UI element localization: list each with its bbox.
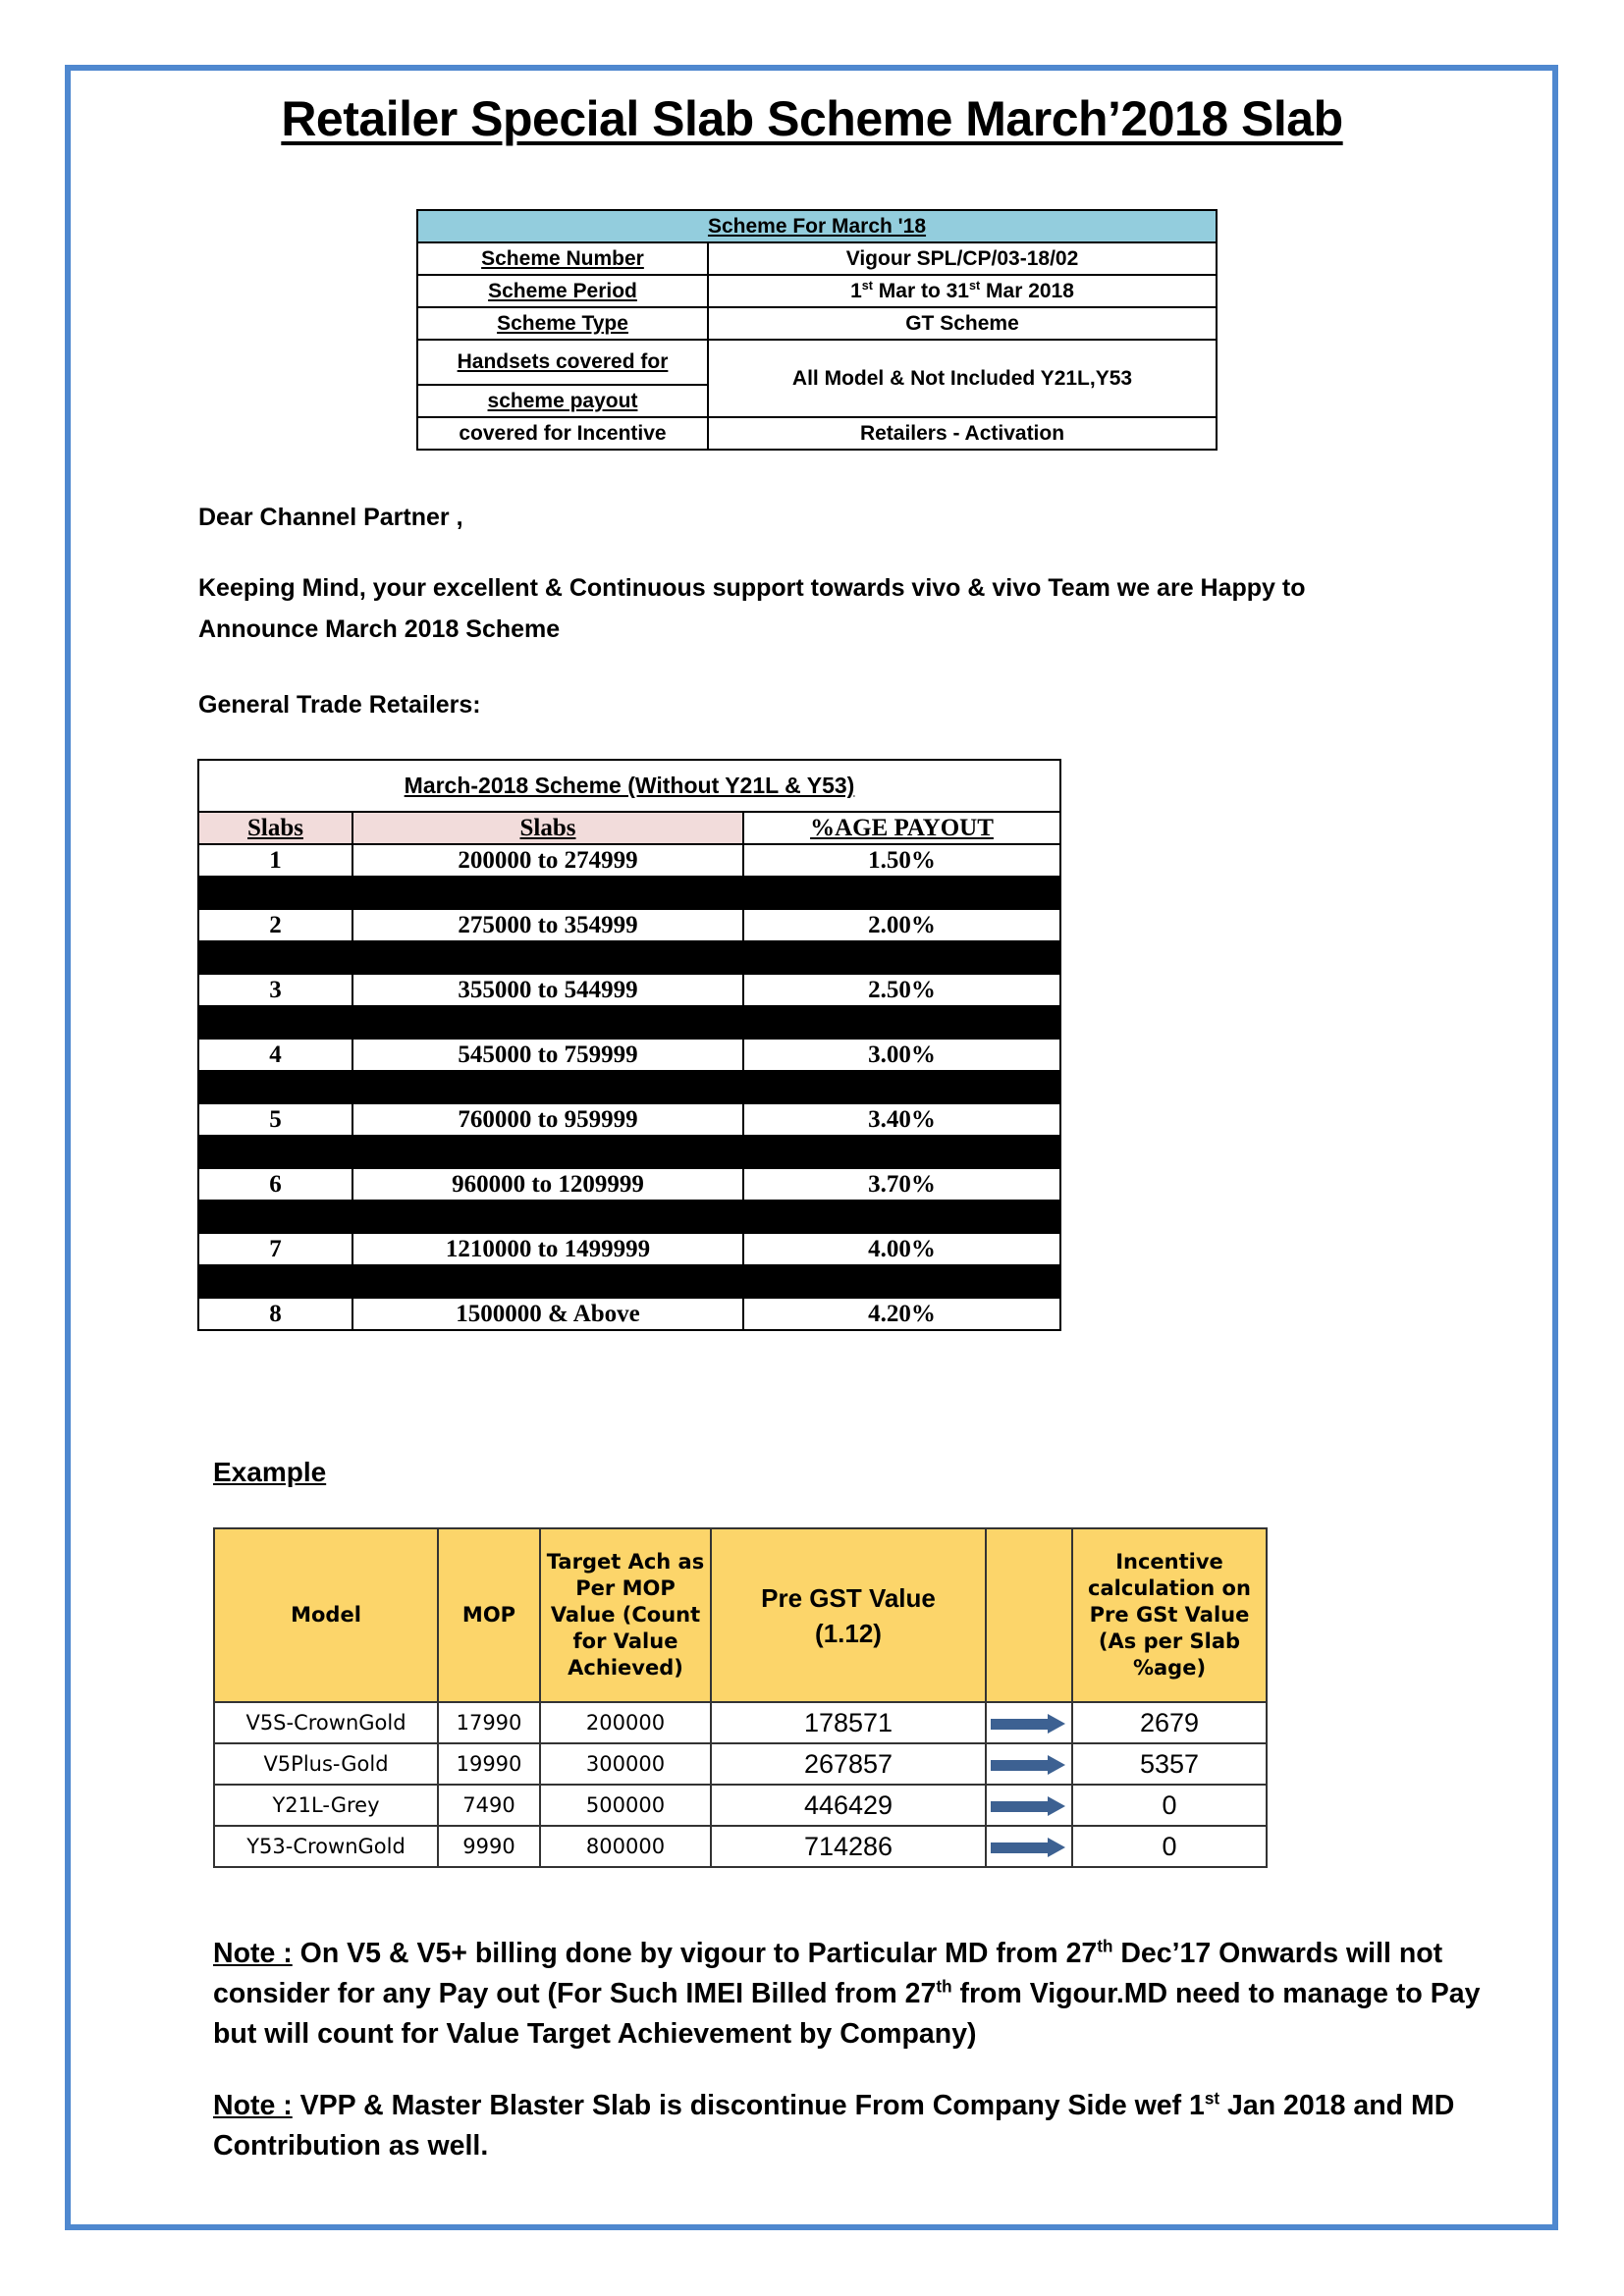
right-arrow-icon <box>991 1838 1067 1857</box>
table-row: 3 355000 to 544999 2.50% <box>198 974 1060 1006</box>
scheme-payout-label: scheme payout <box>487 389 638 412</box>
redacted-row <box>198 941 1060 974</box>
note-vpp-discontinued: Note : VPP & Master Blaster Slab is discontinue From Company Side wef 1st Jan 2018 and MD Contribution as well. <box>213 2089 1455 2162</box>
table-row: V5S-CrownGold 17990 200000 178571 2679 <box>214 1702 1267 1743</box>
table-row: Y53-CrownGold 9990 800000 714286 0 <box>214 1826 1267 1867</box>
incentive-header: Incentive calculation on Pre GSt Value (As per Slab %age) <box>1072 1528 1267 1702</box>
table-row: Y21L-Grey 7490 500000 446429 0 <box>214 1785 1267 1826</box>
redacted-row <box>198 1071 1060 1103</box>
handsets-covered-row <box>417 340 1217 385</box>
redacted-row <box>198 1006 1060 1039</box>
intro-paragraph: Keeping Mind, your excellent & Continuous support towards vivo & vivo Team we are Happy to Announce March 2018 Scheme <box>198 574 1306 643</box>
section-heading: General Trade Retailers: <box>198 691 481 719</box>
handsets-covered-value: All Model & Not Included Y21L,Y53 <box>708 340 1217 417</box>
right-arrow-icon <box>991 1755 1067 1775</box>
right-arrow-icon <box>991 1714 1067 1734</box>
scheme-period-label: Scheme Period <box>488 279 637 302</box>
slab-table-caption: March-2018 Scheme (Without Y21L & Y53) <box>198 760 1060 812</box>
page-title: Retailer Special Slab Scheme March’2018 Slab <box>281 91 1343 146</box>
right-arrow-icon <box>991 1796 1067 1816</box>
scheme-type-row <box>417 307 1217 340</box>
slab-table-header <box>198 812 1060 844</box>
slab-range-header: Slabs <box>519 814 576 841</box>
redacted-row <box>198 877 1060 909</box>
scheme-period-row <box>417 275 1217 307</box>
scheme-type-value: GT Scheme <box>708 307 1217 340</box>
example-table-header <box>214 1528 1267 1702</box>
payout-header: %AGE PAYOUT <box>810 814 994 841</box>
scheme-number-label: Scheme Number <box>481 246 644 270</box>
example-table <box>213 1527 1268 1868</box>
scheme-info-header: Scheme For March '18 <box>417 210 1217 242</box>
redacted-row <box>198 1201 1060 1233</box>
table-row: 7 1210000 to 1499999 4.00% <box>198 1233 1060 1265</box>
pre-gst-header: Pre GST Value (1.12) <box>711 1528 986 1702</box>
covered-incentive-value: Retailers - Activation <box>708 417 1217 450</box>
table-row: 1 200000 to 274999 1.50% <box>198 844 1060 877</box>
slab-number-header: Slabs <box>247 814 303 841</box>
mop-header: MOP <box>438 1528 540 1702</box>
table-row: 6 960000 to 1209999 3.70% <box>198 1168 1060 1201</box>
note-billing: Note : On V5 & V5+ billing done by vigour to Particular MD from 27th Dec’17 Onwards will not consider for any Pay out (For Such IMEI Billed from 27th from Vigour.MD need to manage to Pay but will count for Value Target Achievement by Company) <box>213 1937 1481 2050</box>
target-header: Target Ach as Per MOP Value (Count for Value Achieved) <box>540 1528 711 1702</box>
covered-incentive-row <box>417 417 1217 450</box>
scheme-period-value: 1st Mar to 31st Mar 2018 <box>708 275 1217 307</box>
table-row: 4 545000 to 759999 3.00% <box>198 1039 1060 1071</box>
model-header: Model <box>214 1528 438 1702</box>
example-heading: Example <box>213 1457 327 1487</box>
redacted-row <box>198 1136 1060 1168</box>
scheme-type-label: Scheme Type <box>497 311 628 335</box>
table-row: 5 760000 to 959999 3.40% <box>198 1103 1060 1136</box>
scheme-number-row <box>417 242 1217 275</box>
scheme-number-value: Vigour SPL/CP/03-18/02 <box>708 242 1217 275</box>
handsets-covered-label: Handsets covered for <box>457 350 669 373</box>
salutation: Dear Channel Partner , <box>198 504 463 531</box>
covered-incentive-label: covered for Incentive <box>417 417 708 450</box>
table-row: V5Plus-Gold 19990 300000 267857 5357 <box>214 1743 1267 1785</box>
redacted-row <box>198 1265 1060 1298</box>
slab-table <box>197 759 1061 1331</box>
table-row: 8 1500000 & Above 4.20% <box>198 1298 1060 1330</box>
table-row: 2 275000 to 354999 2.00% <box>198 909 1060 941</box>
scheme-info-table <box>416 209 1218 451</box>
arrow-header <box>986 1528 1072 1702</box>
